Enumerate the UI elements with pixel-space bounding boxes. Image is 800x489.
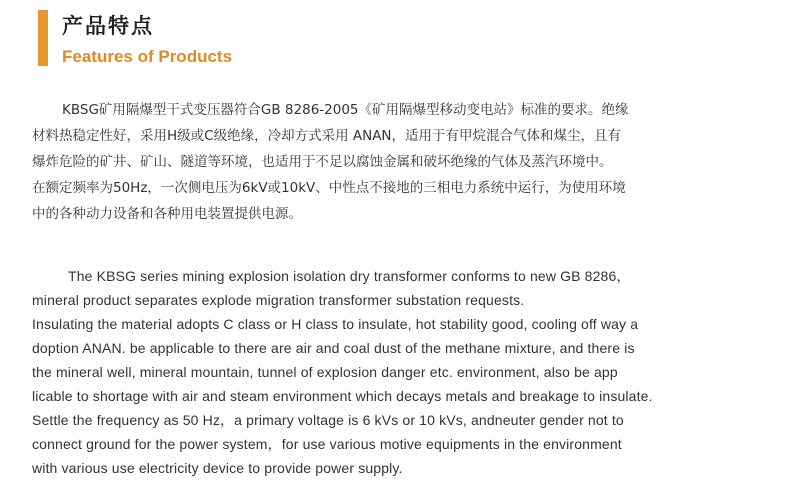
section-title-chinese: 产品特点 — [62, 14, 154, 38]
text-line: 爆炸危险的矿井、矿山、隧道等环境，也适用于不足以腐蚀金属和破坏绝缘的气体及蒸汽环境中。 — [32, 154, 613, 170]
text-line: 材料热稳定性好，采用H级或C级绝缘，冷却方式采用 ANAN，适用于有甲烷混合气体和煤尘，且有 — [32, 128, 622, 144]
title-accent-bar — [38, 10, 48, 66]
section-title-english: Features of Products — [62, 47, 233, 66]
text-line: The KBSG series mining explosion isolation dry transformer conforms to new GB 8286， — [68, 268, 631, 284]
text-line: 在额定频率为50Hz，一次侧电压为6kV或10kV、中性点不接地的三相电力系统中运行，为使用环境 — [32, 180, 626, 196]
description-paragraph-chinese — [32, 97, 772, 227]
text-line: 中的各种动力设备和各种用电装置提供电源。 — [32, 206, 302, 222]
text-line: Settle the frequency as 50 Hz，a primary voltage is 6 kVs or 10 kVs, andneuter gender not to — [32, 412, 624, 428]
text-line: doption ANAN. be applicable to there are air and coal dust of the methane mixture, and there is — [32, 340, 635, 356]
text-line: licable to shortage with air and steam environment which decays metals and breakage to insulate. — [32, 388, 653, 404]
text-line: with various use electricity device to provide power supply. — [32, 460, 403, 476]
description-paragraph-english — [32, 264, 777, 480]
text-line: mineral product separates explode migration transformer substation requests. — [32, 292, 525, 308]
text-line: Insulating the material adopts C class or H class to insulate, hot stability good, cooling off way a — [32, 316, 639, 332]
text-line: KBSG矿用隔爆型干式变压器符合GB 8286-2005《矿用隔爆型移动变电站》标准的要求。绝缘 — [62, 102, 629, 118]
text-line: connect ground for the power system，for use various motive equipments in the environment — [32, 436, 622, 452]
text-line: the mineral well, mineral mountain, tunnel of explosion danger etc. environment, also be app — [32, 364, 618, 380]
